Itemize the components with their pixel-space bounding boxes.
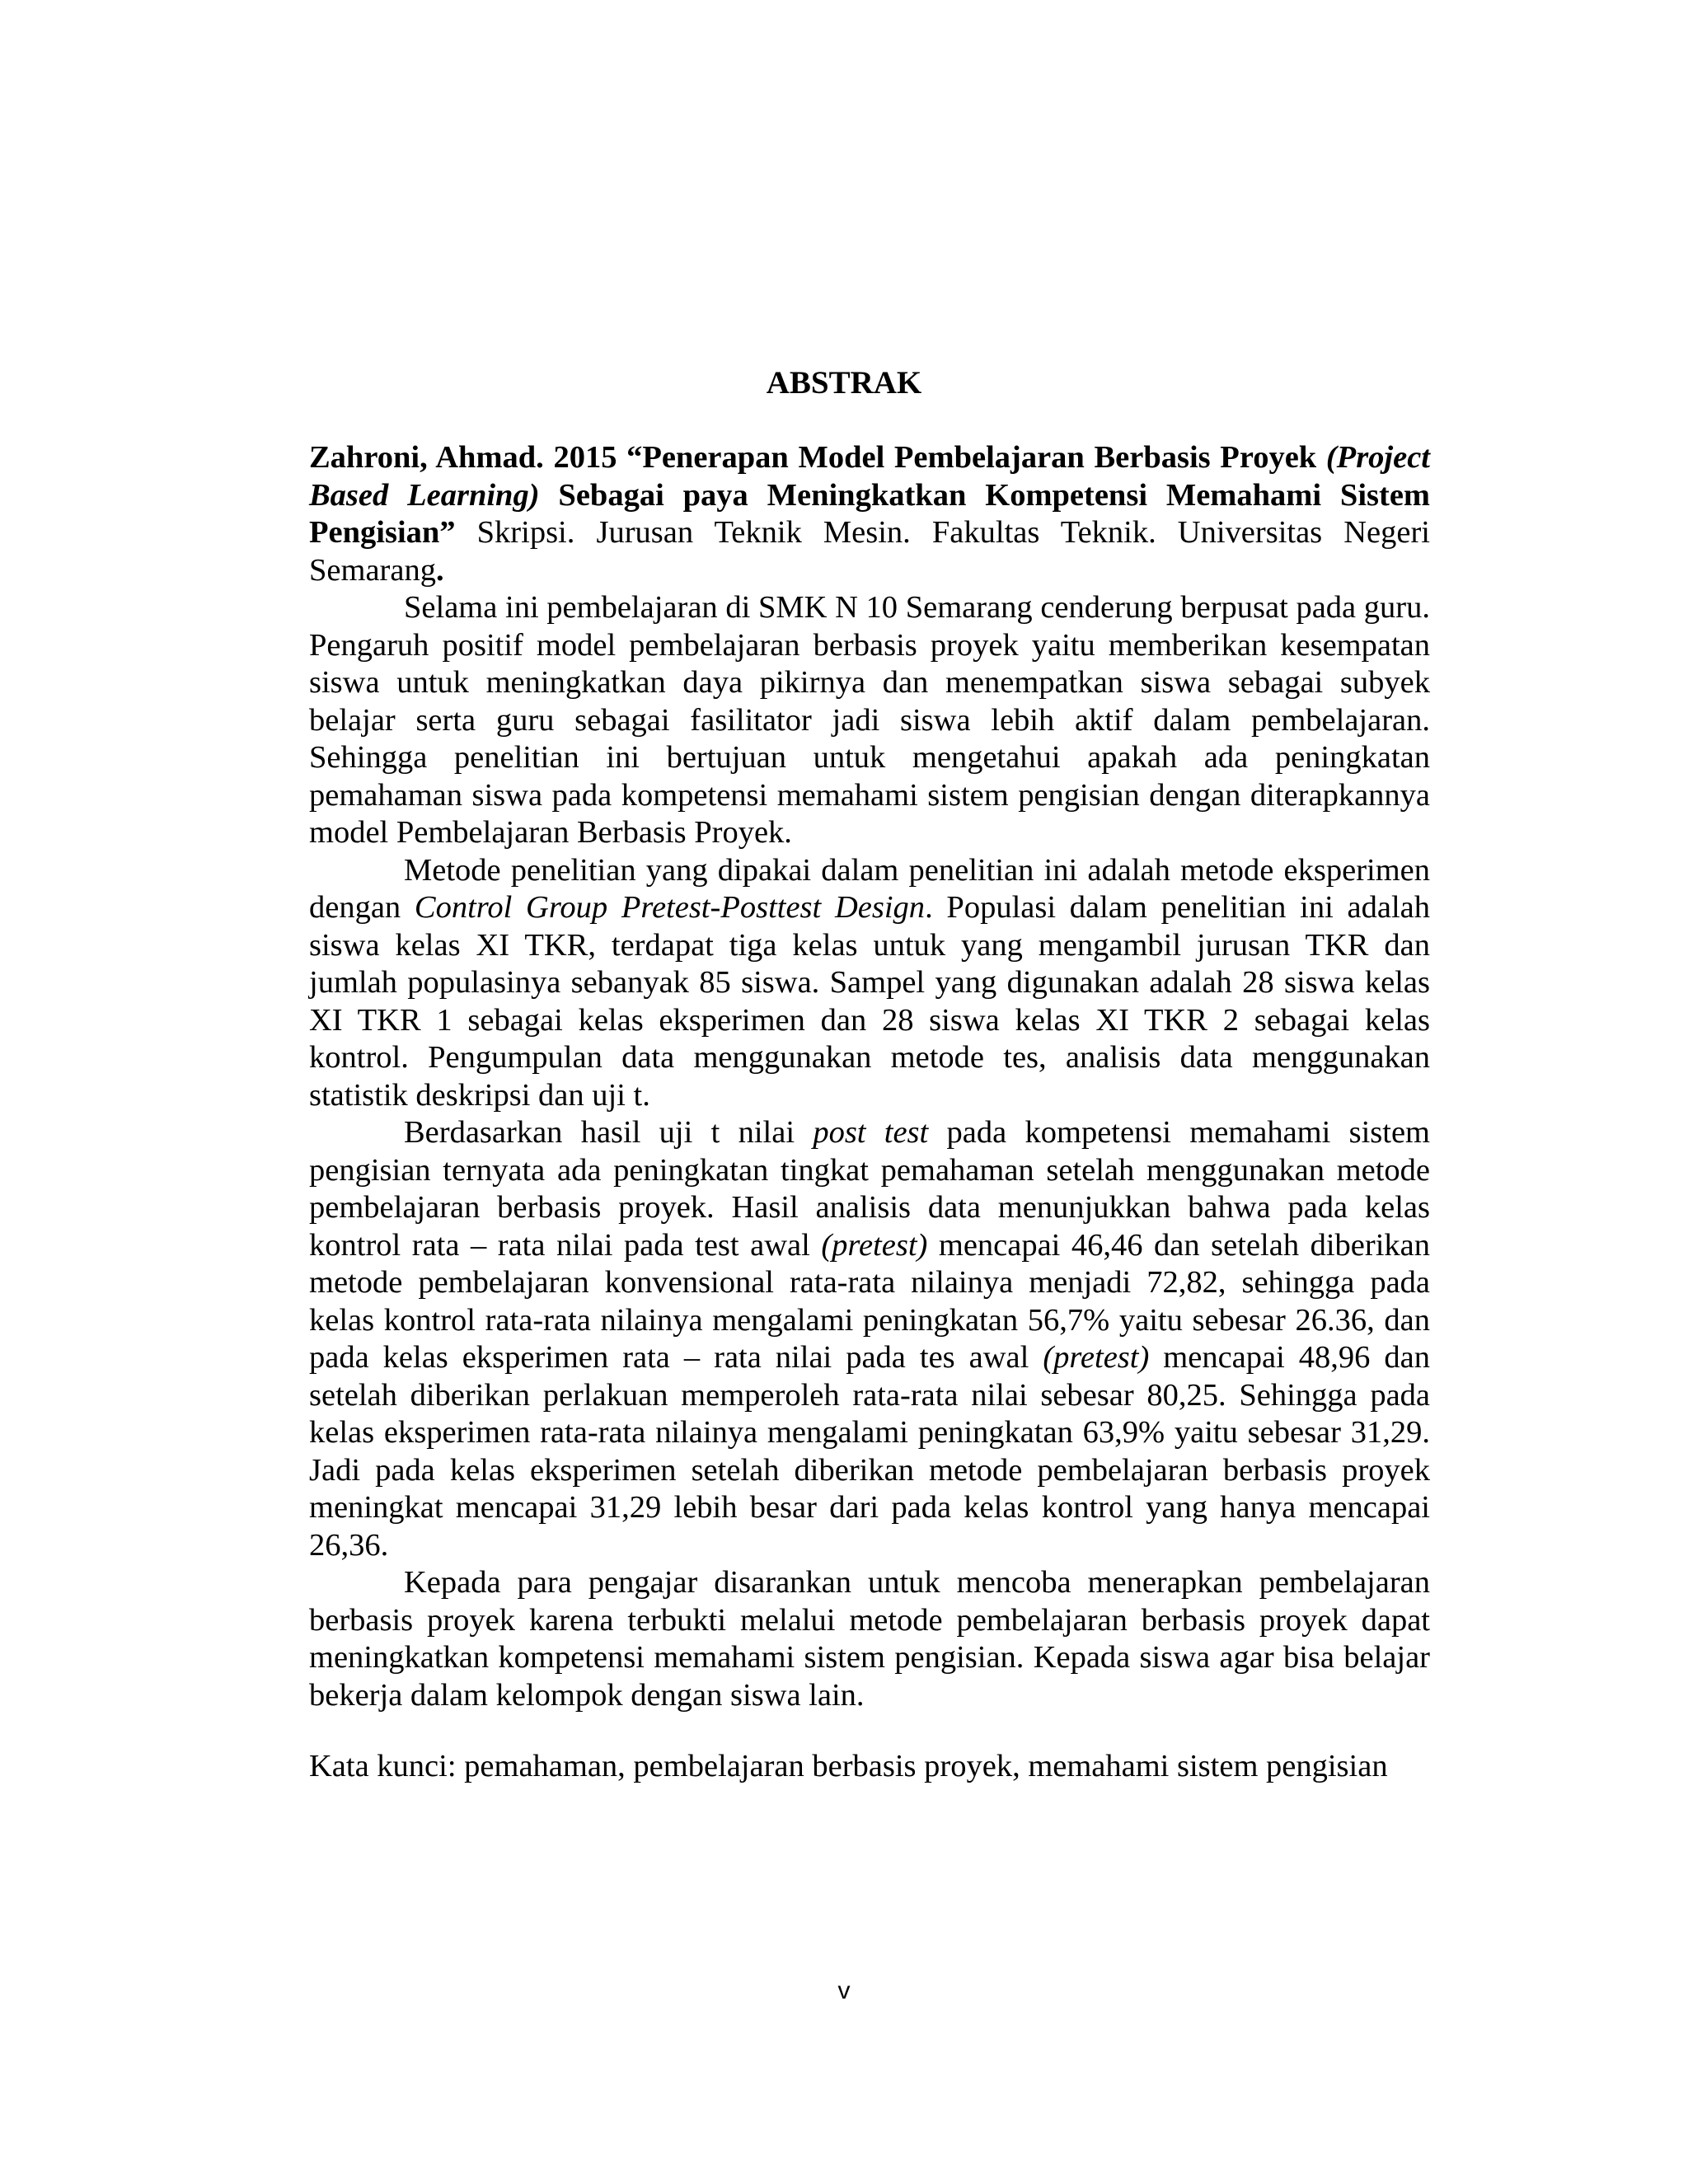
paragraph-3-text: mencapai 46,46 dan setelah diberikan metode pembelajaran konvensional rata-rata nilainya menjadi 72,82, sehingga pada kelas kontrol rata-rata nilainya mengalami peningkatan 56,7% yaitu sebesar 26.36, dan pada kelas eksperimen rata – rata nilai pada tes awal bbox=[309, 1227, 1430, 1375]
citation-italic-title: (Project Based Learning) bbox=[309, 440, 1430, 513]
citation-author-title: Zahroni, Ahmad. 2015 “Penerapan Model Pembelajaran Berbasis Proyek bbox=[309, 440, 1326, 475]
abstract-paragraph-3 bbox=[309, 1114, 1430, 1564]
keywords: Kata kunci: pemahaman, pembelajaran berbasis proyek, memahami sistem pengisian bbox=[309, 1749, 1388, 1783]
citation-source: Skripsi. Jurusan Teknik Mesin. Fakultas Teknik. Universitas Negeri Semarang bbox=[309, 515, 1430, 588]
abstract-paragraph-2 bbox=[309, 852, 1430, 1115]
paragraph-2-italic: Control Group Pretest-Posttest Design bbox=[414, 890, 926, 925]
page-number: v bbox=[837, 1977, 851, 2004]
citation-period: . bbox=[435, 552, 444, 588]
paragraph-3-italic: post test bbox=[813, 1115, 929, 1150]
paragraph-3-text: mencapai 48,96 dan setelah diberikan perlakuan memperoleh rata-rata nilai sebesar 80,25. Sehingga pada kelas eksperimen rata-rata nilainya mengalami peningkatan 63,9% yaitu sebesar 31,29. Jadi pada kelas eksperimen setelah diberikan metode pembelajaran berbasis proyek meningkat mencapai 31,29 lebih besar dari pada kelas kontrol yang hanya mencapai 26,36. bbox=[309, 1340, 1430, 1563]
abstract-body bbox=[309, 439, 1430, 1714]
paragraph-2-text: . Populasi dalam penelitian ini adalah siswa kelas XI TKR, terdapat tiga kelas untuk yang mengambil jurusan TKR dan jumlah populasinya sebanyak 85 siswa. Sampel yang digunakan adalah 28 siswa kelas XI TKR 1 sebagai kelas eksperimen dan 28 siswa kelas XI TKR 2 sebagai kelas kontrol. Pengumpulan data menggunakan metode tes, analisis data menggunakan statistik deskripsi dan uji t. bbox=[309, 890, 1430, 1113]
paragraph-3-text: Berdasarkan hasil uji t nilai bbox=[404, 1115, 814, 1150]
paragraph-2-text: Metode penelitian yang dipakai dalam penelitian ini adalah metode eksperimen dengan bbox=[309, 852, 1430, 925]
paragraph-3-italic: (pretest) bbox=[1043, 1340, 1150, 1375]
citation-title-rest: Sebagai paya Meningkatkan Kompetensi Memahami Sistem Pengisian” bbox=[309, 477, 1430, 550]
abstract-paragraph-4: Kepada para pengajar disarankan untuk mencoba menerapkan pembelajaran berbasis proyek karena terbukti melalui metode pembelajaran berbasis proyek dapat meningkatkan kompetensi memahami sistem pengisian. Kepada siswa agar bisa belajar bekerja dalam kelompok dengan siswa lain. bbox=[309, 1565, 1430, 1713]
paragraph-3-italic: (pretest) bbox=[821, 1227, 928, 1263]
citation bbox=[309, 439, 1430, 589]
page-title: ABSTRAK bbox=[766, 365, 922, 401]
paragraph-3-text: pada kompetensi memahami sistem pengisian ternyata ada peningkatan tingkat pemahaman setelah menggunakan metode pembelajaran berbasis proyek. Hasil analisis data menunjukkan bahwa pada kelas kontrol rata – rata nilai pada test awal bbox=[309, 1115, 1430, 1263]
abstract-paragraph-1: Selama ini pembelajaran di SMK N 10 Semarang cenderung berpusat pada guru. Pengaruh positif model pembelajaran berbasis proyek yaitu memberikan kesempatan siswa untuk meningkatkan daya pikirnya dan menempatkan siswa sebagai subyek belajar serta guru sebagai fasilitator jadi siswa lebih aktif dalam pembelajaran. Sehingga penelitian ini bertujuan untuk mengetahui apakah ada peningkatan pemahaman siswa pada kompetensi memahami sistem pengisian dengan diterapkannya model Pembelajaran Berbasis Proyek. bbox=[309, 590, 1430, 850]
